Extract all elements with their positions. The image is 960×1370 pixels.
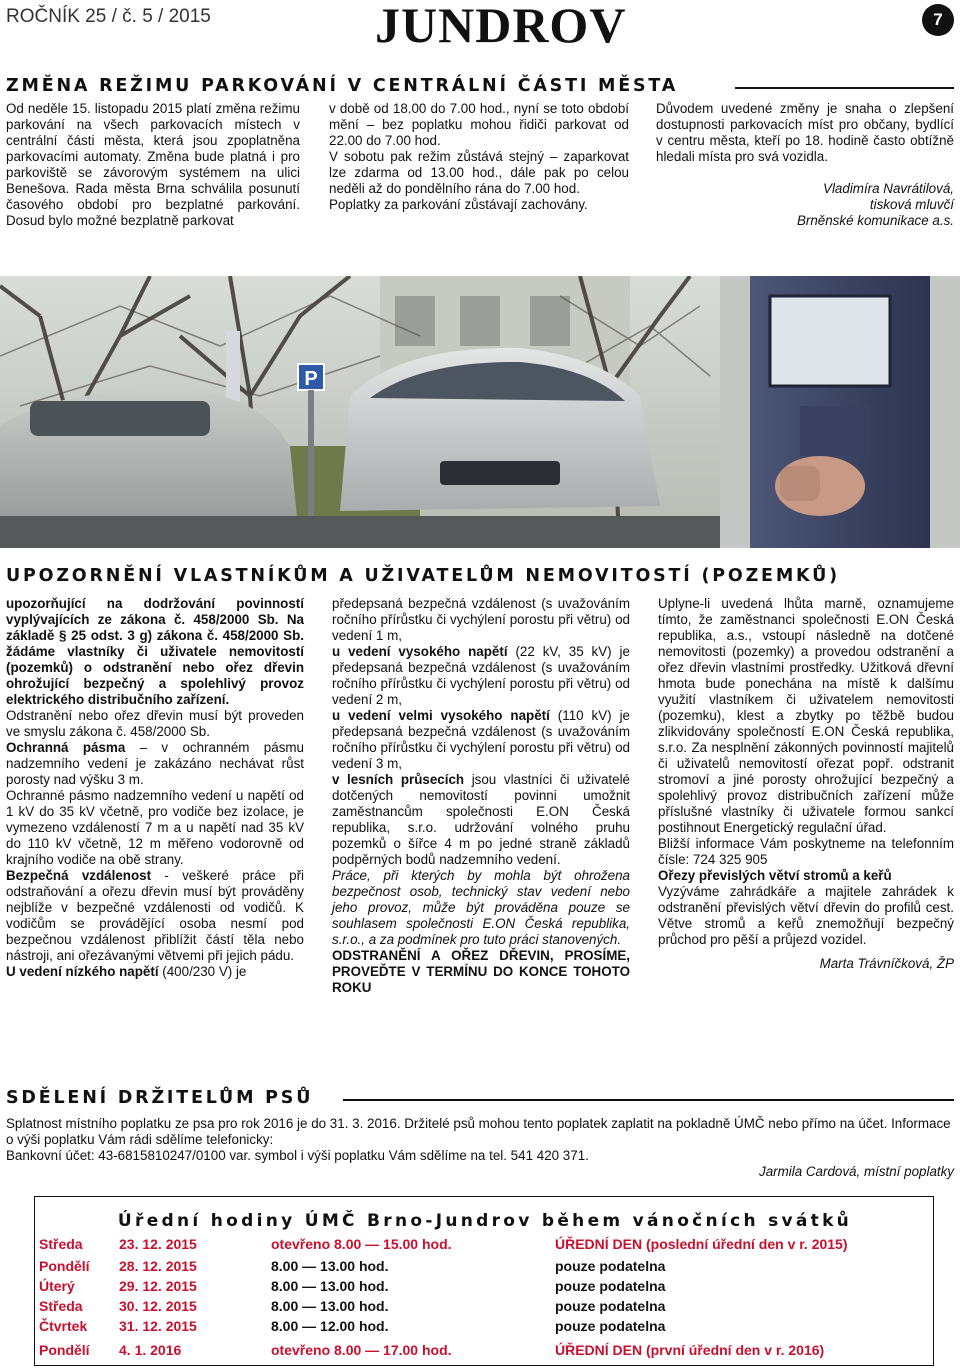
- office-hours-row: [35, 1257, 935, 1277]
- notice-term-bold: v lesních průsecích: [332, 772, 465, 787]
- office-row-date: 28. 12. 2015: [119, 1258, 197, 1274]
- parking-column-3: [656, 101, 954, 229]
- office-row-hours: 8.00 — 13.00 hod.: [271, 1298, 389, 1314]
- office-row-date: 30. 12. 2015: [119, 1298, 197, 1314]
- office-row-hours: 8.00 — 13.00 hod.: [271, 1258, 389, 1274]
- office-row-note: pouze podatelna: [555, 1318, 666, 1334]
- office-row-day: Pondělí: [39, 1258, 90, 1274]
- office-row-day: Úterý: [39, 1278, 75, 1294]
- office-row-day: Středa: [39, 1236, 83, 1252]
- notice-paragraph: (400/230 V) je: [158, 964, 247, 979]
- parking-paragraph: Od neděle 15. listopadu 2015 platí změna režimu parkování na všech parkovacích místech v centrální části města, která jsou zpoplatněna parkovacími automaty. Změna bude platná i pro parkoviště se závorovým systémem na ulici Benešova. Rada města Brna schválila posunutí časového období pro bezplatné parkování. Dosud bylo možné bezplatně parkovat: [6, 101, 300, 228]
- notice-column-2: [332, 596, 630, 996]
- issue-label: ROČNÍK 25 / č. 5 / 2015: [6, 6, 211, 27]
- parking-paragraph: V sobotu pak režim zůstává stejný – zaparkovat lze zdarma od 13.00 hod., dále pak po celou neděli až do pondělního rána do 7.00 hod.: [329, 149, 629, 196]
- office-row-day: Čtvrtek: [39, 1318, 88, 1334]
- dogs-text: [6, 1116, 954, 1180]
- office-hours-row: [35, 1235, 935, 1255]
- office-hours-row: [35, 1341, 935, 1361]
- parking-photo-illustration: [0, 276, 960, 548]
- notice-term-bold: Bezpečná vzdálenost: [6, 868, 152, 883]
- parking-paragraph: v době od 18.00 do 7.00 hod., nyní se toto období mění – bez poplatku mohou řidiči parkovat od 22.00 do 7.00 hod.: [329, 101, 629, 148]
- dogs-signature: Jarmila Cardová, místní poplatky: [759, 1164, 954, 1179]
- office-hours-row: [35, 1317, 935, 1337]
- parking-signature-org: Brněnské komunikace a.s.: [796, 213, 954, 228]
- notice-paragraph: Práce, při kterých by mohla být ohrožena bezpečnost osob, technický stav vedení nebo jeho provoz, může být prováděna pouze se souhlasem společnosti E.ON Česká republika, s.r.o., a za podmínek pro tuto práci stanovených.: [332, 868, 630, 947]
- newspaper-logo: JUNDROV: [375, 0, 627, 53]
- office-row-day: Středa: [39, 1298, 83, 1314]
- dogs-section-title: SDĚLENÍ DRŽITELŮM PSŮ: [6, 1088, 314, 1108]
- office-row-date: 29. 12. 2015: [119, 1278, 197, 1294]
- notice-signature: Marta Trávníčková, ŽP: [819, 956, 954, 971]
- section-rule: [735, 87, 954, 89]
- dogs-paragraph: Splatnost místního poplatku ze psa pro rok 2016 je do 31. 3. 2016. Držitelé psů mohou tento poplatek zaplatit na pokladně ÚMČ nebo přímo na účet. Informace o výši poplatku Vám rádi sdělíme telefonicky:: [6, 1116, 951, 1147]
- office-row-note: pouze podatelna: [555, 1258, 666, 1274]
- office-row-hours: 8.00 — 13.00 hod.: [271, 1278, 389, 1294]
- office-hours-title: Úřední hodiny ÚMČ Brno-Jundrov během vánočních svátků: [117, 1211, 853, 1231]
- notice-paragraph: Uplyne-li uvedená lhůta marně, oznamujeme tímto, že zaměstnanci společnosti E.ON Česká republika, a.s., vstoupí následně na dotčené nemovitosti (pozemky) a provedou odstranění a ořez dřevin vlastními prostředky. Užitková dřevní hmota bude ponechána na místě k dalšímu využití vlastníkem či uživatelem nemovitosti (pozemku), klest a zbytky po těžbě budou zlikvidovány společností E.ON Česká republika, s.r.o. Za nesplnění zákonných povinností majitelů či uživatelů nemovitostí ořezat popř. odstranit stromoví a jiné porosty ohrožující bezpečný a spolehlivý provoz distribučních zařízení může příslušné vlastníky či uživatele formou sankcí postihnout Energetický regulační úřad.: [658, 596, 954, 835]
- notice-column-3: [658, 596, 954, 972]
- office-row-day: Pondělí: [39, 1342, 90, 1358]
- notice-term-bold: u vedení velmi vysokého napětí: [332, 708, 550, 723]
- notice-deadline-bold: ODSTRANĚNÍ A OŘEZ DŘEVIN, PROSÍME, PROVEĎTE V TERMÍNU DO KONCE TOHOTO ROKU: [332, 948, 630, 995]
- notice-paragraph: Vyzýváme zahrádkáře a majitele zahrádek k odstranění převislých větví dřevin do profilů cest. Větve stromů a keřů znemožňují bezpečný průchod pro pěší a průjezd vozidel.: [658, 884, 954, 947]
- notice-section-title: UPOZORNĚNÍ VLASTNÍKŮM A UŽIVATELŮM NEMOVITOSTÍ (POZEMKŮ): [6, 566, 840, 586]
- office-hours-row: [35, 1297, 935, 1317]
- notice-paragraph: – v ochranném pásmu nadzemního vedení je zakázáno nechávat růst porosty nad výšku 3 m.: [6, 740, 304, 787]
- office-row-note: pouze podatelna: [555, 1298, 666, 1314]
- office-row-note: ÚŘEDNÍ DEN (poslední úřední den v r. 2015): [555, 1236, 848, 1252]
- office-row-date: 4. 1. 2016: [119, 1342, 182, 1358]
- office-row-hours: otevřeno 8.00 — 17.00 hod.: [271, 1342, 452, 1358]
- notice-paragraph: Odstranění nebo ořez dřevin musí být proveden ve smyslu zákona č. 458/2000 Sb.: [6, 708, 304, 739]
- office-row-hours: otevřeno 8.00 — 15.00 hod.: [271, 1236, 452, 1252]
- page-number-badge: 7: [922, 4, 954, 36]
- notice-term-bold: Ochranná pásma: [6, 740, 126, 755]
- notice-paragraph: Ochranné pásmo nadzemního vedení u napětí od 1 kV do 35 kV včetně, pro vodiče bez izolace, je vymezeno vzdáleností 7 m a u napětí nad 35 kV do 110 kV včetně, 12 m měřeno vodorovně od krajního vodiče na obě strany.: [6, 788, 304, 867]
- parking-photo: [0, 276, 960, 548]
- notice-paragraph: předepsaná bezpečná vzdálenost (s uvažováním ročního přírůstku či vychýlení porostu při větru) od vedení 1 m,: [332, 596, 630, 643]
- section-rule: [343, 1099, 954, 1101]
- notice-column-1: [6, 596, 304, 980]
- notice-intro-bold: upozorňující na dodržování povinností vyplývajících ze zákona č. 458/2000 Sb. Na základě § 25 odst. 3 g) zákona č. 458/2000 Sb. žádáme vlastníky či uživatele nemovitostí (pozemků) o odstranění nebo ořez dřevin ohrožující bezpečný a spolehlivý provoz elektrického distribučního zařízení.: [6, 596, 304, 707]
- notice-subheading: Ořezy převislých větví stromů a keřů: [658, 868, 892, 883]
- parking-column-1: [6, 101, 300, 229]
- office-row-note: ÚŘEDNÍ DEN (první úřední den v r. 2016): [555, 1342, 825, 1358]
- parking-paragraph: Důvodem uvedené změny je snaha o zlepšení dostupnosti parkovacích míst pro občany, bydlící v centru města, kteří po 18. hodině často obtížně hledali místa pro svá vozidla.: [656, 101, 954, 164]
- dogs-paragraph: Bankovní účet: 43-6815810247/0100 var. symbol i výši poplatku Vám sdělíme na tel. 541 420 371.: [6, 1148, 589, 1163]
- office-row-note: pouze podatelna: [555, 1278, 666, 1294]
- office-row-date: 23. 12. 2015: [119, 1236, 197, 1252]
- parking-column-2: [329, 101, 629, 213]
- notice-paragraph: Bližší informace Vám poskytneme na telefonním čísle: 724 325 905: [658, 836, 954, 867]
- notice-paragraph: (110 kV) je předepsaná bezpečná vzdálenost (s uvažováním ročního přírůstku či vychýlení porostu při větru) od vedení 3 m,: [332, 708, 630, 771]
- parking-sign-letter: P: [304, 368, 318, 390]
- office-hours-row: [35, 1277, 935, 1297]
- notice-term-bold: U vedení nízkého napětí: [6, 964, 159, 979]
- parking-signature-role: tisková mluvčí: [869, 197, 954, 212]
- office-row-hours: 8.00 — 12.00 hod.: [271, 1318, 389, 1334]
- parking-paragraph: Poplatky za parkování zůstávají zachovány.: [329, 197, 588, 212]
- notice-paragraph: - veškeré práce při odstraňování a ořezu dřevin musí být prováděny nejblíže v bezpečné vzdálenosti od vodičů. K vodičům se provádějící osoba nesmí pod bezpečnou vzdálenost přiblížit částí těla nebo nástroji, ani ořezávanými větvemi při jejich pádu.: [6, 868, 304, 963]
- parking-signature-name: Vladimíra Navrátilová,: [823, 181, 954, 196]
- office-row-date: 31. 12. 2015: [119, 1318, 197, 1334]
- notice-paragraph: (22 kV, 35 kV) je předepsaná bezpečná vzdálenost (s uvažováním ročního přírůstku či vychýlení porostu při větru) od vedení 2 m,: [332, 644, 630, 707]
- office-hours-box: [34, 1196, 934, 1366]
- parking-section-title: ZMĚNA REŽIMU PARKOVÁNÍ V CENTRÁLNÍ ČÁSTI MĚSTA: [6, 76, 679, 96]
- notice-term-bold: u vedení vysokého napětí: [332, 644, 508, 659]
- notice-paragraph: jsou vlastníci či uživatelé dotčených nemovitostí povinni umožnit zaměstnancům společnosti E.ON Česká republika, s.r.o. udržování volného pruhu pozemků o šířce 4 m po jedné straně základů podpěrných bodů nadzemního vedení.: [332, 772, 630, 867]
